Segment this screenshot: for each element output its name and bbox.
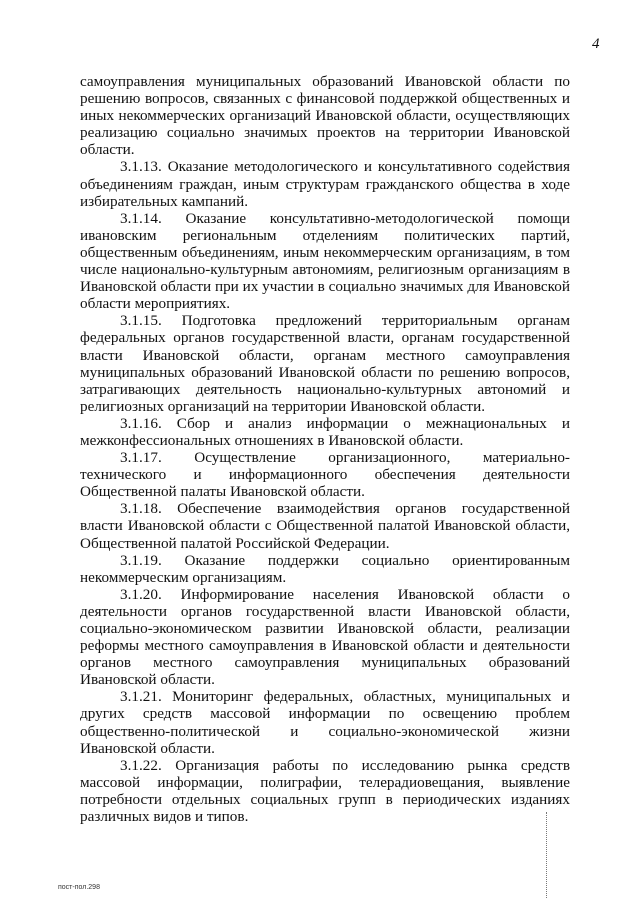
margin-scan-marks — [546, 812, 551, 898]
paragraph-3-1-22: 3.1.22. Организация работы по исследованию рынка средств массовой информации, полиграфии, телерадиовещания, выявление потребности отдельных социальных групп в периодических изданиях различных видов и типов. — [80, 756, 570, 826]
paragraph-3-1-18: 3.1.18. Обеспечение взаимодействия органов государственной власти Ивановской области с Общественной палатой Ивановской области, Общественной палатой Российской Федерации. — [80, 500, 570, 552]
paragraph-3-1-21: 3.1.21. Мониторинг федеральных, областных, муниципальных и других средств массовой информации по освещению проблем общественно-политической и социально-экономической жизни Ивановской области. — [80, 688, 570, 757]
paragraph-continuation: самоуправления муниципальных образований Ивановской области по решению вопросов, связанных с финансовой поддержкой общественных и иных некоммерческих организаций Ивановской области, осуществляющих реализацию социально значимых проектов на территории Ивановской области. — [80, 73, 570, 159]
paragraph-3-1-17: 3.1.17. Осуществление организационного, материально-технического и информационного обеспечения деятельности Общественной палаты Ивановской области. — [80, 449, 570, 501]
footer-document-code: пост-пол.298 — [58, 884, 100, 891]
paragraph-3-1-15: 3.1.15. Подготовка предложений территориальным органам федеральных органов государственной власти, органам государственной власти Ивановской области, органам местного самоуправления муниципальных образований Ивановской области по решению вопросов, затрагивающих деятельность национально-культурных автономий и религиозных организаций на территории Ивановской области. — [80, 312, 570, 415]
paragraph-3-1-14: 3.1.14. Оказание консультативно-методологической помощи ивановским региональным отделениям политических партий, общественным объединениям, иным некоммерческим организациям, в том числе национально-культурным автономиям, религиозным организациям в Ивановской области при их участии в социально значимых для Ивановской области мероприятиях. — [80, 209, 570, 313]
paragraph-3-1-19: 3.1.19. Оказание поддержки социально ориентированным некоммерческим организациям. — [80, 551, 570, 586]
paragraph-3-1-16: 3.1.16. Сбор и анализ информации о межнациональных и межконфессиональных отношениях в Ивановской области. — [80, 414, 570, 449]
document-body — [80, 73, 570, 825]
paragraph-3-1-13: 3.1.13. Оказание методологического и консультативного содействия объединениям граждан, иным структурам гражданского общества в ходе избирательных кампаний. — [80, 158, 570, 210]
page-number: 4 — [592, 36, 600, 52]
paragraph-3-1-20: 3.1.20. Информирование населения Ивановской области о деятельности органов государственной власти Ивановской области, социально-экономическом развитии Ивановской области, реализации реформы местного самоуправления в Ивановской области и деятельности органов местного самоуправления муниципальных образований Ивановской области. — [80, 585, 570, 689]
